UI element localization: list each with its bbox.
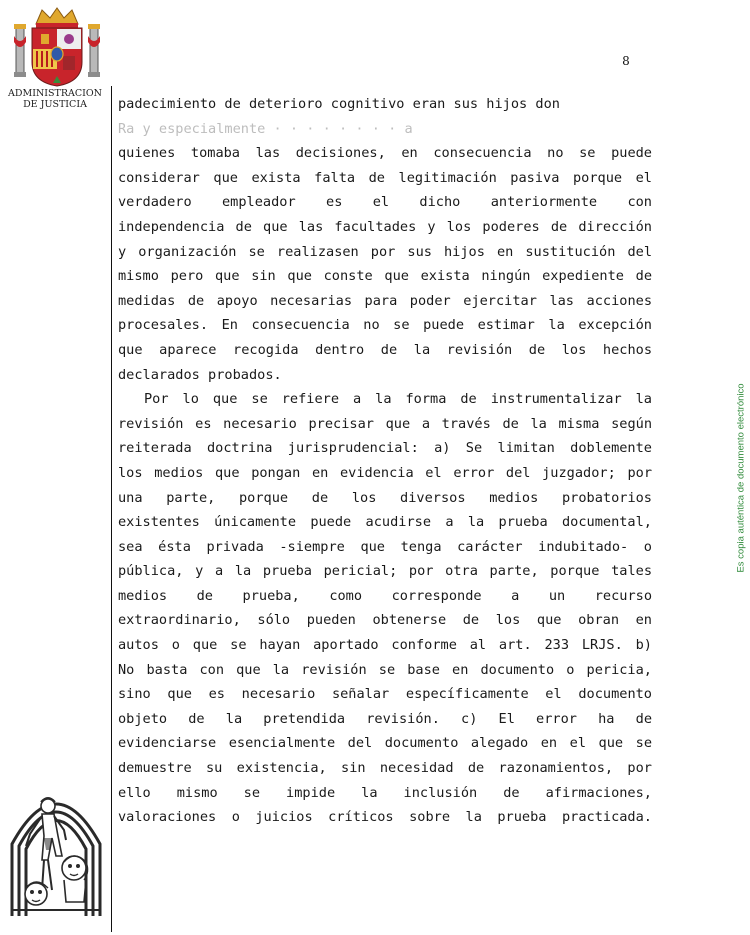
body-text <box>118 92 652 830</box>
text-line: pública, y a la prueba pericial; por otra parte, porque tales <box>118 563 652 580</box>
institution-line1: ADMINISTRACION <box>7 88 102 99</box>
text-line: que aparece recogida dentro de la revisión de los hechos <box>118 341 652 358</box>
text-line: medidas de apoyo necesarias para poder ejercitar las acciones <box>118 292 652 309</box>
text-line: padecimiento de deterioro cognitivo eran sus hijos don <box>118 96 560 112</box>
text-line: objeto de la pretendida revisión. c) El error ha de <box>118 710 652 727</box>
text-line: No basta con que la revisión se base en documento o pericia, <box>118 661 652 678</box>
text-line: autos o que se hayan aportado conforme al art. 233 LRJS. b) <box>118 637 652 654</box>
andalusia-emblem-icon <box>6 770 106 916</box>
text-line: considerar que exista falta de legitimación pasiva porque el <box>118 169 652 186</box>
text-line: valoraciones o juicios críticos sobre la prueba practicada. <box>118 809 652 826</box>
text-line: revisión es necesario precisar que a través de la misma según <box>118 415 652 432</box>
text-line: reiterada doctrina jurisprudencial: a) Se limitan doblemente <box>118 440 652 457</box>
text-line: ello mismo se impide la inclusión de afirmaciones, <box>118 784 652 801</box>
institution-label <box>6 88 104 110</box>
authenticity-note-text: Es copia auténtica de documento electrónico <box>735 383 747 573</box>
text-line: evidenciarse esencialmente del documento alegado en el que se <box>118 735 652 752</box>
text-line: procesales. En consecuencia no se puede estimar la excepción <box>118 317 652 334</box>
text-line: mismo pero que sin que conste que exista ningún expediente de <box>118 268 652 285</box>
text-line: verdadero empleador es el dicho anteriormente con <box>118 194 652 211</box>
text-line: Por lo que se refiere a la forma de instrumentalizar la <box>144 391 652 408</box>
text-line: sino que es necesario señalar específicamente el documento <box>118 686 652 703</box>
text-line: quienes tomaba las decisiones, en consecuencia no se puede <box>118 145 652 162</box>
text-line: existentes únicamente puede acudirse a la prueba documental, <box>118 514 652 531</box>
text-line: sea ésta privada -siempre que tenga carácter indubitado- o <box>118 538 652 555</box>
spain-coat-of-arms-icon <box>12 6 102 88</box>
text-line: extraordinario, sólo pueden obtenerse de los que obran en <box>118 612 652 629</box>
redacted-text-line: Ra y especialmente · · · · · · · · a <box>118 120 413 137</box>
text-line: una parte, porque de los diversos medios probatorios <box>118 489 652 506</box>
text-line: demuestre su existencia, sin necesidad de razonamientos, por <box>118 760 652 777</box>
text-line: y organización se realizasen por sus hijos en sustitución del <box>118 243 652 260</box>
institution-line2: DE JUSTICIA <box>23 99 87 110</box>
text-line: los medios que pongan en evidencia el error del juzgador; por <box>118 464 652 481</box>
text-line: medios de prueba, como corresponde a un recurso <box>118 587 652 604</box>
page-number: 8 <box>622 54 630 68</box>
margin-rule <box>111 86 112 932</box>
text-line: independencia de que las facultades y los poderes de dirección <box>118 218 652 235</box>
text-line: declarados probados. <box>118 366 282 383</box>
